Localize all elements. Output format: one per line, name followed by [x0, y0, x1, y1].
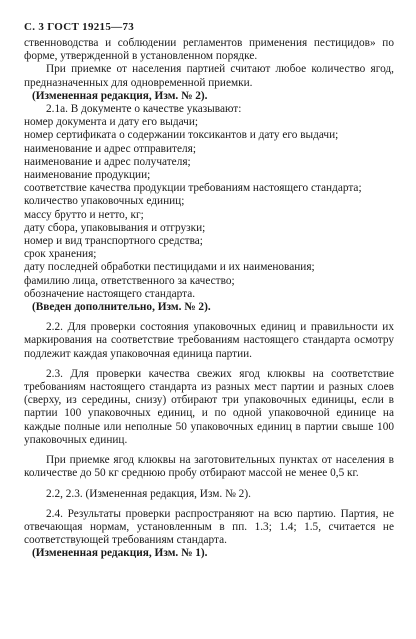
list-item: количество упаковочных единиц; [24, 195, 185, 208]
list-item: номер и вид транспортного средства; [24, 235, 203, 248]
clause-2-3: 2.3. Для проверки качества свежих ягод клюквы на соответствие требованиям настоящего стандарта из разных мест партии и разных слоев (сверху, из середины, снизу) отбирают три упаковочных единицы, если в партии 100 упаковочных единиц, и по одной упаковочной единице на каждые полные или неполные 50 упаковочных единиц в партии свыше 100 упаковочных единиц. [24, 367, 394, 446]
list-item: номер документа и дату его выдачи; [24, 116, 198, 129]
clause-2-4: 2.4. Результаты проверки распространяют на всю партию. Партия, не отвечающая нормам, установленным в пп. 1.3; 1.4; 1.5, считается не соответствующей требованиям стандарта. [24, 507, 394, 547]
list-item: массу брутто и нетто, кг; [24, 208, 144, 221]
document-body [24, 37, 394, 561]
list-item: дату последней обработки пестицидами и их наименования; [24, 261, 315, 274]
list-item: наименование продукции; [24, 169, 151, 182]
paragraph-sample-mass: При приемке ягод клюквы на заготовительных пунктах от населения в количестве до 50 кг среднюю пробу отбирают массой не менее 0,5 кг. [24, 454, 394, 480]
list-item: обозначение настоящего стандарта. [24, 287, 196, 300]
page-header: С. 3 ГОСТ 19215—73 [24, 21, 135, 33]
amendment-note: (Введен дополнительно, Изм. № 2). [32, 301, 211, 314]
amendment-note: (Измененная редакция, Изм. № 1). [32, 547, 208, 560]
list-item: наименование и адрес отправителя; [24, 142, 196, 155]
list-item: номер сертификата о содержании токсикантов и дату его выдачи; [24, 129, 339, 142]
list-item: срок хранения; [24, 248, 97, 261]
paragraph-continuation: ственноводства и соблюдении регламентов применения пестицидов» по форме, утвержденной в установленном порядке. [24, 37, 394, 63]
list-item: фамилию лица, ответственного за качество; [24, 274, 235, 287]
list-item: соответствие качества продукции требованиям настоящего стандарта; [24, 182, 362, 195]
paragraph-population-batch: При приемке от населения партией считают любое количество ягод, предназначенных для одновременной приемки. [24, 63, 394, 89]
clause-2-1a: 2.1а. В документе о качестве указывают: [46, 103, 242, 116]
amendment-note: 2.2, 2.3. (Измененная редакция, Изм. № 2). [46, 487, 251, 500]
list-item: дату сбора, упаковывания и отгрузки; [24, 221, 206, 234]
list-item: наименование и адрес получателя; [24, 155, 191, 168]
amendment-note: (Измененная редакция, Изм. № 2). [32, 89, 208, 102]
clause-2-2: 2.2. Для проверки состояния упаковочных единиц и правильности их маркирования на соответствие требованиям настоящего стандарта осмотру подлежит каждая упаковочная единица партии. [24, 321, 394, 360]
